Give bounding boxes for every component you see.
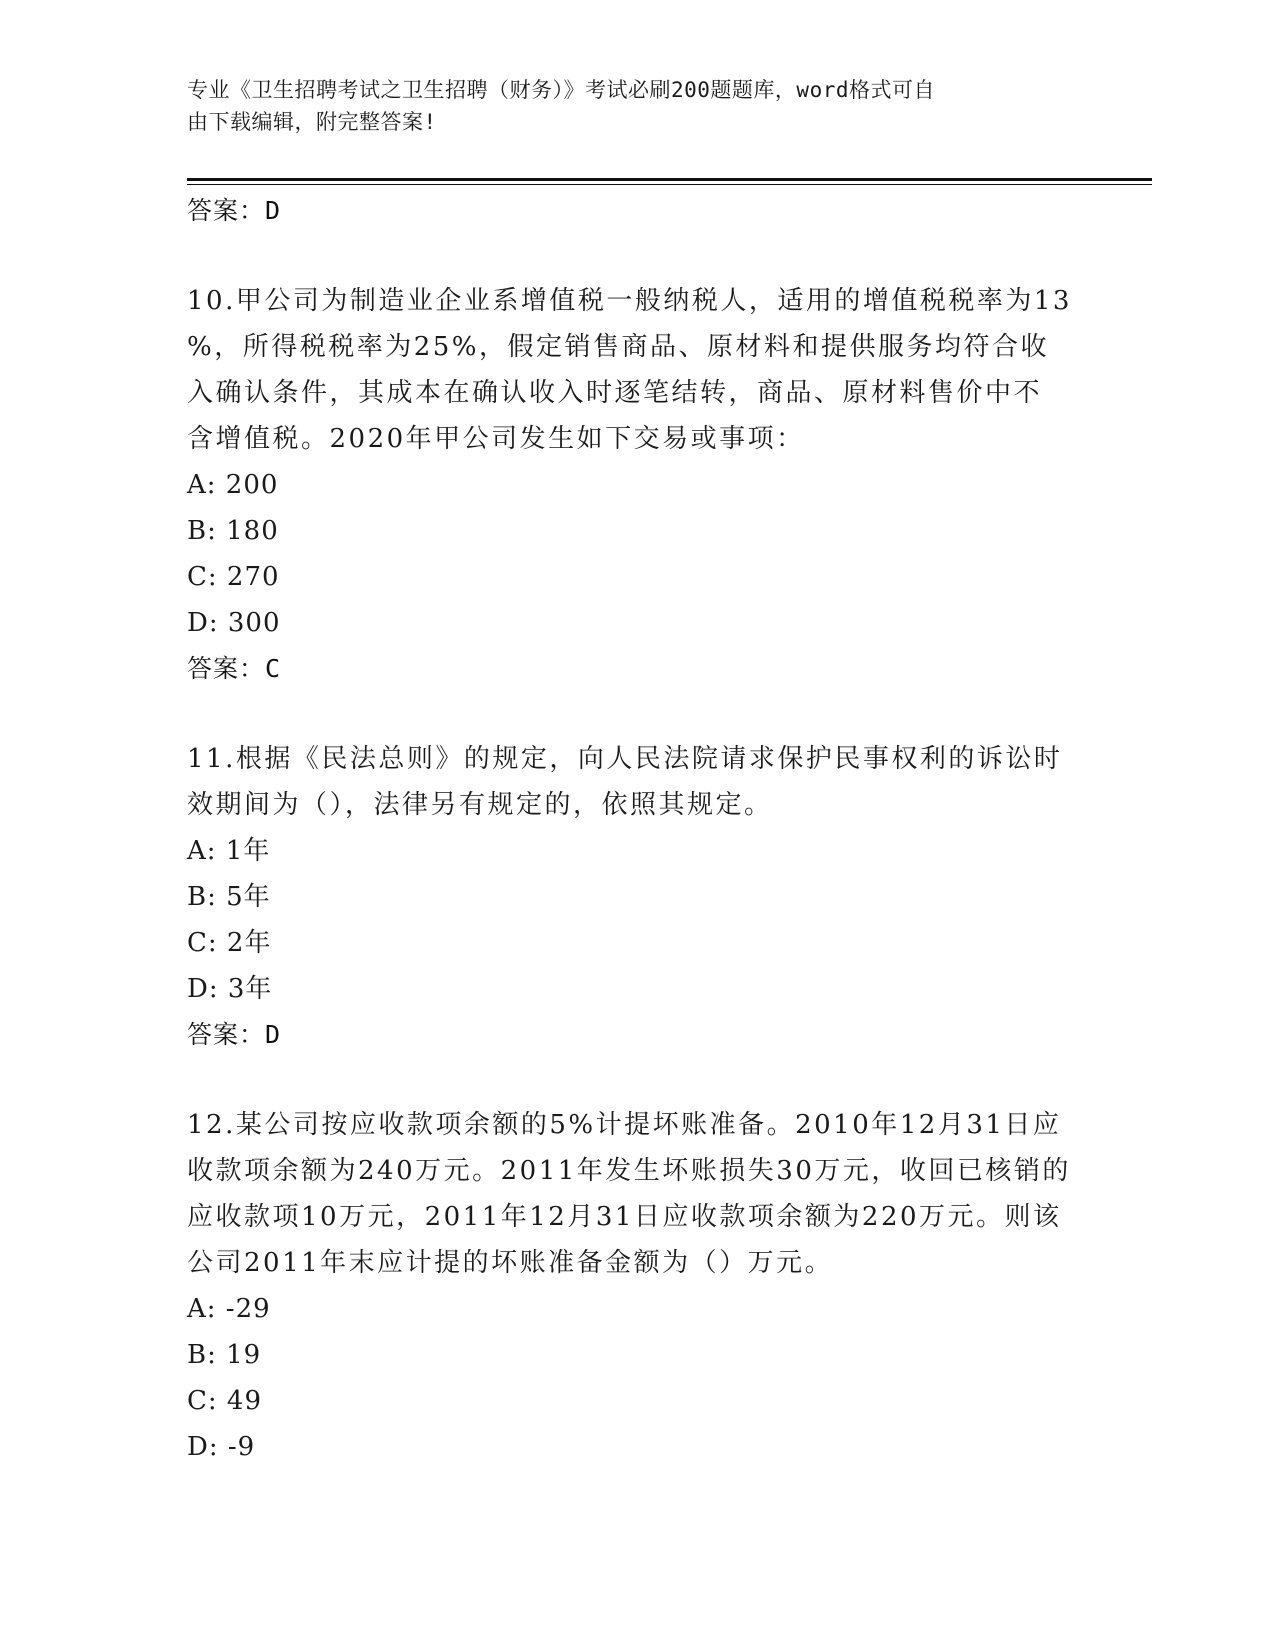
stem-line: 收款项余额为240万元。2011年发生坏账损失30万元，收回已核销的 — [187, 1156, 1071, 1186]
header-line: 由下载编辑，附完整答案! — [187, 110, 437, 134]
answer-line: 答案：C — [187, 654, 282, 683]
header-divider — [187, 178, 1152, 181]
option-a: A: 200 — [187, 470, 279, 500]
option-a: A: -29 — [187, 1294, 271, 1324]
option-b: B: 5年 — [187, 882, 271, 912]
stem-line: 公司2011年末应计提的坏账准备金额为（）万元。 — [187, 1248, 834, 1278]
option-c: C: 270 — [187, 562, 280, 592]
stem-line: 含增值税。2020年甲公司发生如下交易或事项： — [187, 424, 805, 454]
header-divider-thin — [187, 184, 1152, 185]
stem-line: 效期间为（），法律另有规定的，依照其规定。 — [187, 790, 773, 820]
answer-line: 答案：D — [187, 196, 282, 225]
option-c: C: 2年 — [187, 928, 272, 958]
stem-line: 11.根据《民法总则》的规定，向人民法院请求保护民事权利的诉讼时 — [187, 744, 1063, 774]
question-stem — [187, 278, 1087, 462]
stem-line: %，所得税税率为25%，假定销售商品、原材料和提供服务均符合收 — [187, 332, 1049, 362]
option-b: B: 180 — [187, 516, 279, 546]
option-c: C: 49 — [187, 1386, 263, 1416]
question-stem — [187, 736, 1087, 828]
page-header — [187, 74, 1087, 138]
question-stem — [187, 1102, 1087, 1286]
stem-line: 10.甲公司为制造业企业系增值税一般纳税人，适用的增值税税率为13 — [187, 286, 1072, 316]
header-line: 专业《卫生招聘考试之卫生招聘（财务）》考试必刷200题题库，word格式可自 — [187, 78, 935, 102]
question-block — [187, 1102, 1087, 1470]
answer-line: 答案：D — [187, 1020, 282, 1049]
option-a: A: 1年 — [187, 836, 271, 866]
question-list — [187, 188, 1087, 1470]
option-d: D: -9 — [187, 1432, 256, 1462]
question-block — [187, 278, 1087, 692]
stem-line: 应收款项10万元，2011年12月31日应收款项余额为220万元。则该 — [187, 1202, 1062, 1232]
option-d: D: 300 — [187, 608, 281, 638]
option-b: B: 19 — [187, 1340, 262, 1370]
question-block — [187, 736, 1087, 1058]
stem-line: 12.某公司按应收款项余额的5%计提坏账准备。2010年12月31日应 — [187, 1110, 1062, 1140]
option-d: D: 3年 — [187, 974, 273, 1004]
stem-line: 入确认条件，其成本在确认收入时逐笔结转，商品、原材料售价中不 — [187, 378, 1043, 408]
